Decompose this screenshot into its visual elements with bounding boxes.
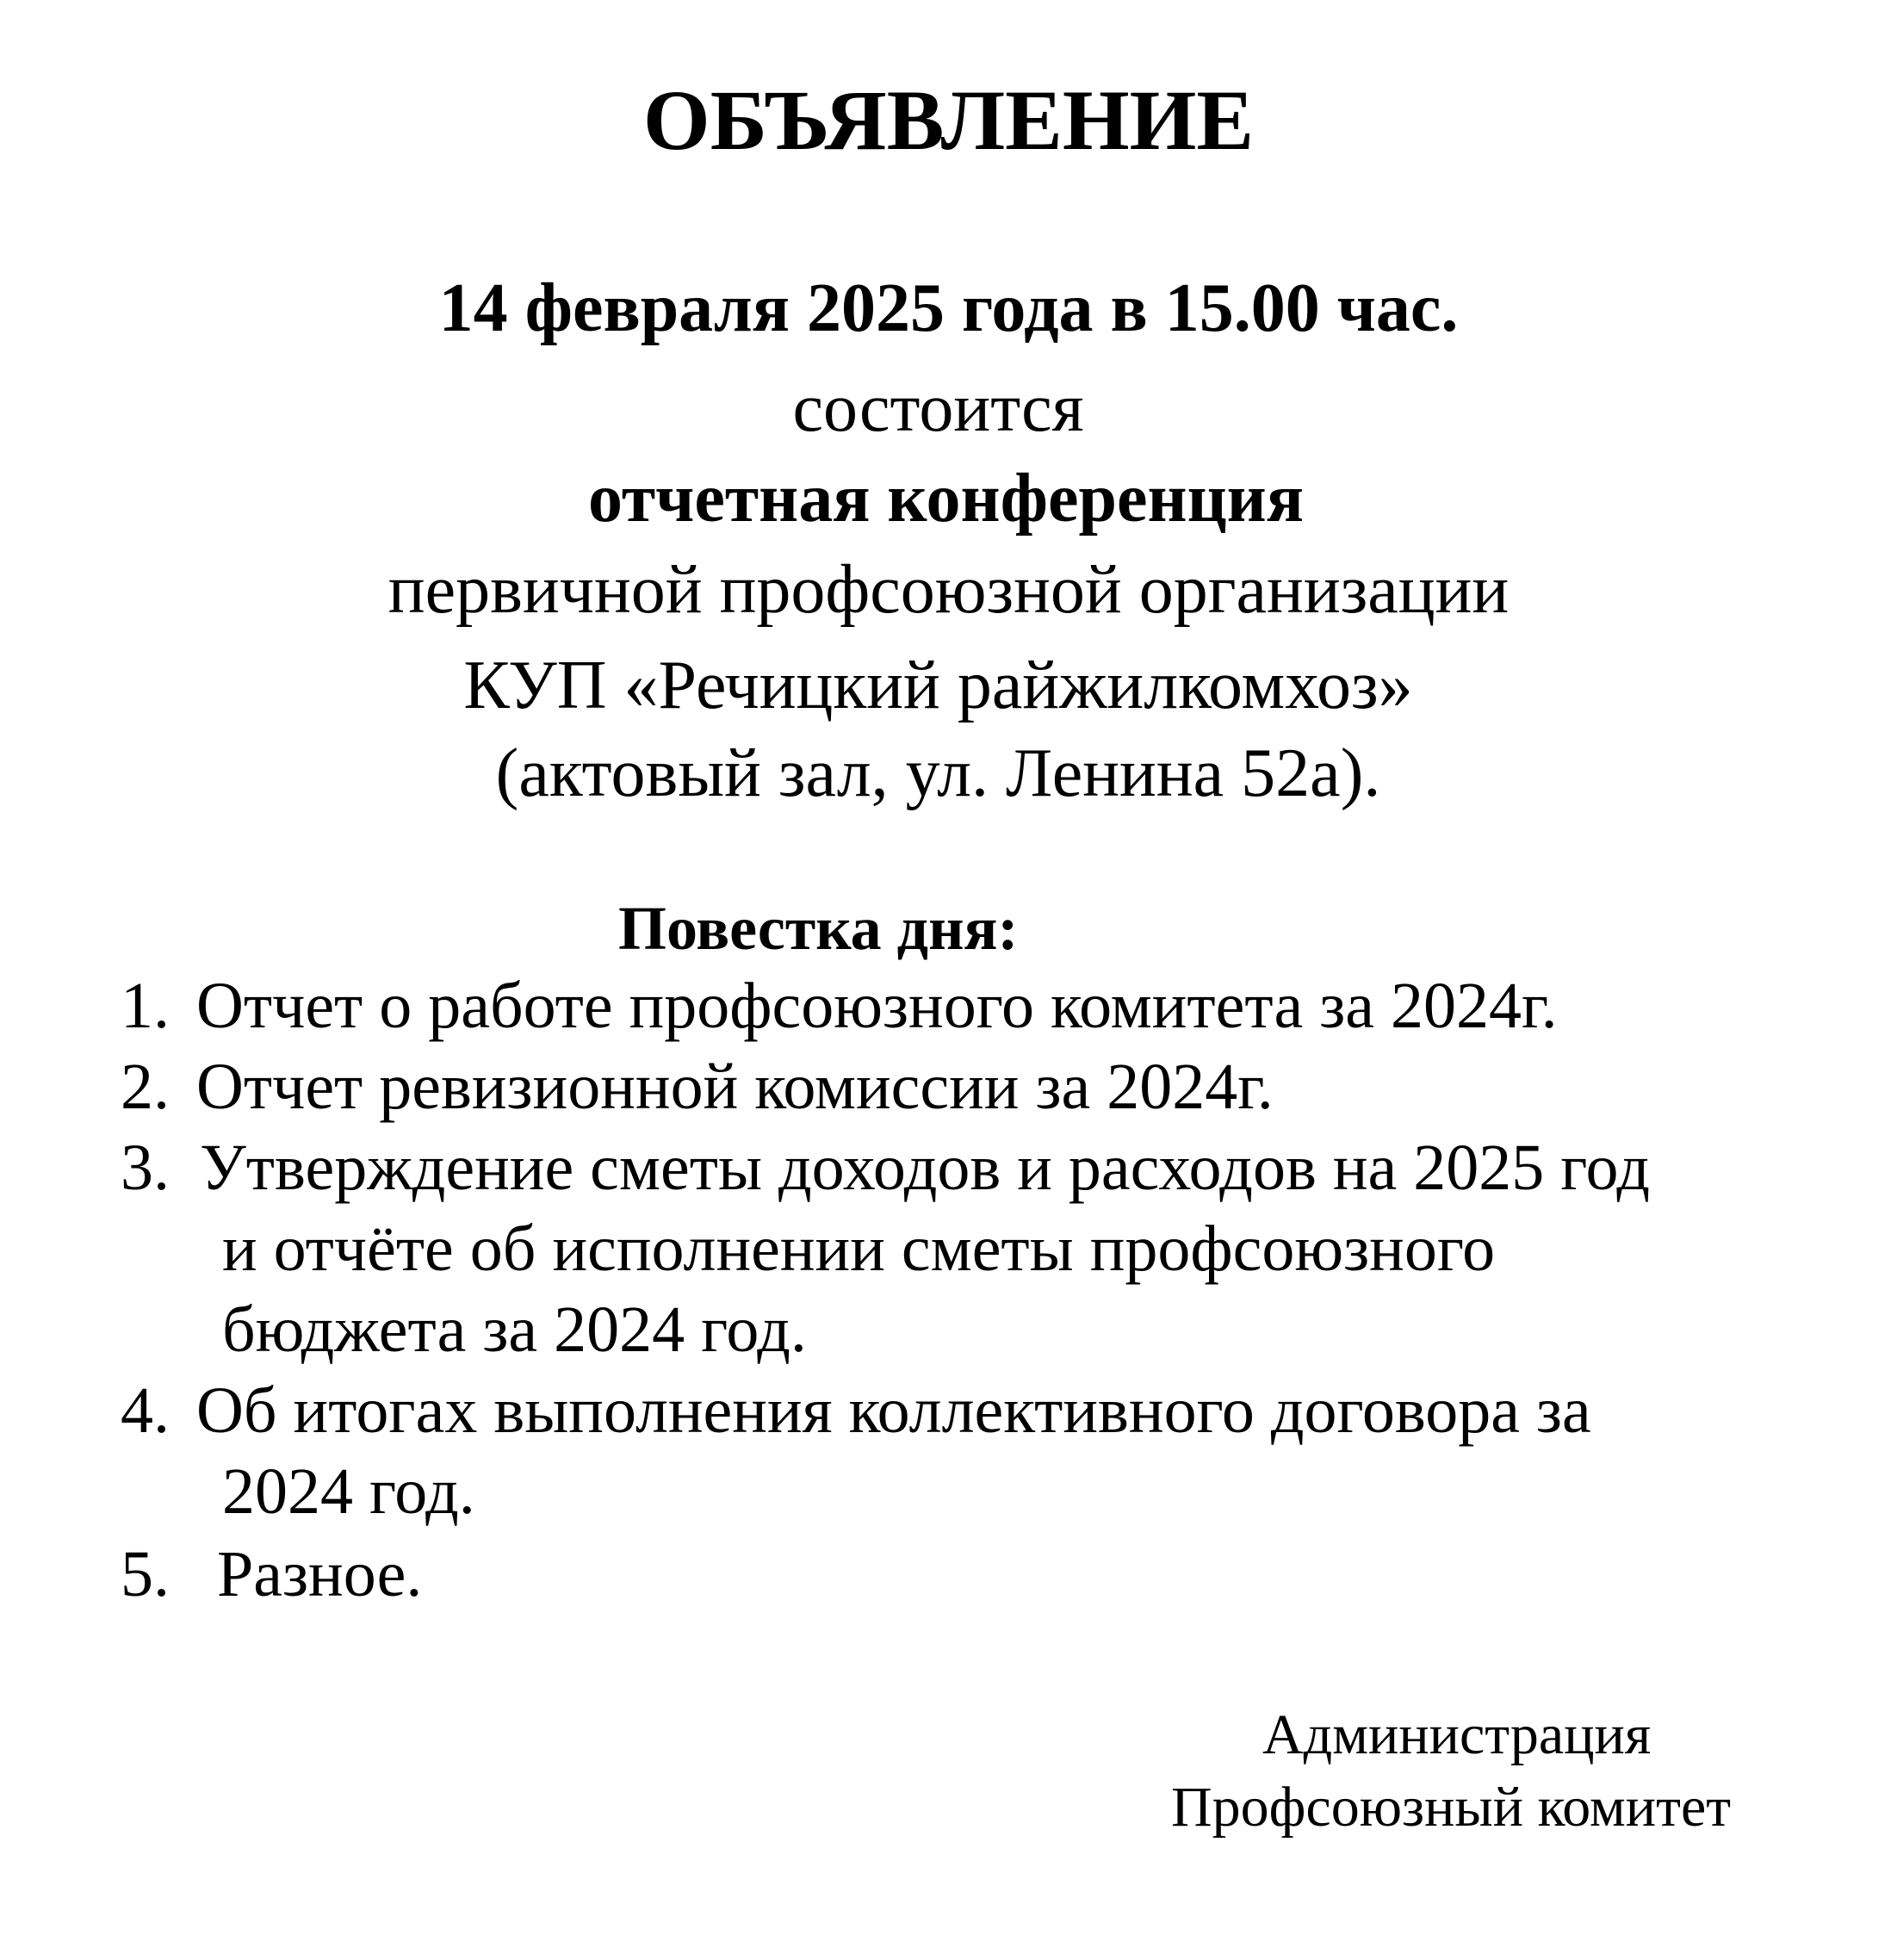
agenda-item-3-text-line-2: и отчёте об исполнении сметы профсоюзного [222,1213,1496,1285]
agenda-item-5-number: 5. [121,1538,170,1610]
agenda-item-3-number: 3. [121,1132,170,1204]
agenda-item-4-text-line-1: Об итогах выполнения коллективного договора за [196,1374,1591,1447]
organization-line-1: первичной профсоюзной организации [387,552,1510,628]
event-name: отчетная конференция [587,461,1305,537]
signature-trade-union-committee: Профсоюзный комитет [1171,1776,1732,1839]
agenda-item-4-text-line-2: 2024 год. [222,1455,475,1528]
signature-administration: Администрация [1262,1703,1652,1766]
will-take-place-text: состоится [792,370,1084,446]
agenda-item-2-number: 2. [121,1051,170,1123]
agenda-item-1-number: 1. [121,970,170,1042]
agenda-item-5-text: Разное. [217,1538,423,1610]
agenda-title: Повестка дня: [618,894,1019,963]
event-date-time: 14 февраля 2025 года в 15.00 час. [438,270,1459,346]
announcement-title: ОБЪЯВЛЕНИЕ [642,72,1255,168]
agenda-item-3-text-line-1: Утверждение сметы доходов и расходов на 2025 год [200,1132,1651,1204]
agenda-item-1-text: Отчет о работе профсоюзного комитета за 2024г. [196,970,1558,1042]
agenda-item-4-number: 4. [121,1374,170,1447]
agenda-item-3-text-line-3: бюджета за 2024 год. [222,1293,807,1366]
agenda-item-2-text: Отчет ревизионной комиссии за 2024г. [196,1051,1274,1123]
event-location: (актовый зал, ул. Ленина 52а). [495,735,1381,811]
organization-line-2: КУП «Речицкий райжилкомхоз» [463,648,1413,723]
